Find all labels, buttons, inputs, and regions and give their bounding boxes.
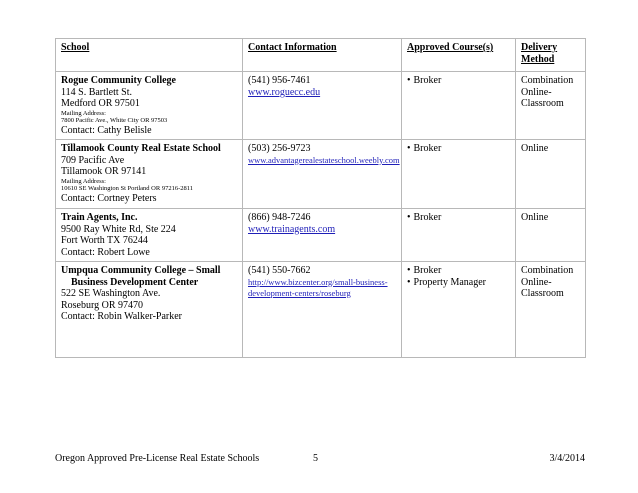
phone: (503) 256-9723: [248, 143, 311, 154]
school-name: Umpqua Community College – Small Business Development Center: [61, 265, 221, 288]
course-item: • Property Manager: [407, 277, 511, 289]
website-link[interactable]: www.trainagents.com: [248, 223, 336, 235]
delivery-line: Combination: [521, 75, 574, 86]
delivery-cell: [516, 209, 586, 262]
course-item: • Broker: [407, 212, 511, 224]
contact-cell: [243, 72, 402, 140]
footer-title: Oregon Approved Pre-License Real Estate Schools: [55, 453, 260, 464]
contact-cell: [243, 140, 402, 209]
courses-cell: [402, 140, 516, 209]
footer-date: 3/4/2014: [549, 453, 585, 464]
address-line: 709 Pacific Ave: [61, 154, 125, 166]
address-line: Fort Worth TX 76244: [61, 235, 148, 246]
school-cell: [56, 72, 243, 140]
phone: (866) 948-7246: [248, 212, 311, 223]
address-line: 522 SE Washington Ave.: [61, 288, 161, 299]
contact-cell: [243, 262, 402, 358]
course-item: • Broker: [407, 75, 511, 87]
header-courses: Approved Course(s): [402, 39, 516, 72]
mailing-label: Mailing Address:: [61, 109, 106, 117]
website-link[interactable]: www.roguecc.edu: [248, 86, 321, 98]
delivery-line: Online: [521, 212, 549, 223]
delivery-line: Combination: [521, 265, 574, 276]
address-line: Tillamook OR 97141: [61, 166, 147, 177]
table-row: [56, 72, 586, 140]
page-number: 5: [313, 453, 318, 464]
header-school: School: [56, 39, 243, 72]
address-line: Roseburg OR 97470: [61, 299, 144, 311]
address-line: 114 S. Bartlett St.: [61, 86, 133, 98]
address-line: Medford OR 97501: [61, 98, 140, 109]
delivery-cell: [516, 72, 586, 140]
delivery-line: Online-: [521, 276, 552, 288]
header-delivery: Delivery Method: [516, 39, 586, 72]
delivery-line: Online-: [521, 86, 552, 98]
school-name: Rogue Community College: [61, 75, 176, 86]
table-row: [56, 140, 586, 209]
delivery-line: Classroom: [521, 288, 564, 299]
contact-person: Contact: Cortney Peters: [61, 192, 157, 204]
schools-table: [55, 38, 586, 358]
phone: (541) 550-7662: [248, 265, 311, 276]
course-item: • Broker: [407, 265, 511, 277]
page-footer: [55, 453, 585, 467]
mailing-address: 10610 SE Washington St Portland OR 97216-2811: [61, 185, 194, 192]
table-header-row: [56, 39, 586, 72]
courses-cell: [402, 72, 516, 140]
contact-person: Contact: Cathy Belisle: [61, 124, 152, 136]
delivery-cell: [516, 262, 586, 358]
mailing-label: Mailing Address:: [61, 177, 106, 185]
course-item: • Broker: [407, 143, 511, 155]
school-cell: [56, 140, 243, 209]
courses-cell: [402, 262, 516, 358]
delivery-line: Classroom: [521, 98, 564, 109]
school-name: Train Agents, Inc.: [61, 212, 138, 223]
school-cell: [56, 262, 243, 358]
website-link[interactable]: www.advantagerealestateschool.weebly.com: [248, 154, 400, 165]
table-row: [56, 209, 586, 262]
delivery-cell: [516, 140, 586, 209]
header-contact: Contact Information: [243, 39, 402, 72]
delivery-line: Online: [521, 143, 549, 154]
address-line: 9500 Ray White Rd, Ste 224: [61, 223, 176, 235]
contact-person: Contact: Robert Lowe: [61, 246, 150, 258]
table-row: [56, 262, 586, 358]
courses-cell: [402, 209, 516, 262]
phone: (541) 956-7461: [248, 75, 311, 86]
website-link[interactable]: http://www.bizcenter.org/small-business- development-centers/roseburg: [248, 276, 388, 298]
contact-person: Contact: Robin Walker-Parker: [61, 311, 183, 322]
mailing-address: 7800 Pacific Ave., White City OR 97503: [61, 117, 168, 124]
school-name: Tillamook County Real Estate School: [61, 143, 221, 154]
contact-cell: [243, 209, 402, 262]
school-cell: [56, 209, 243, 262]
